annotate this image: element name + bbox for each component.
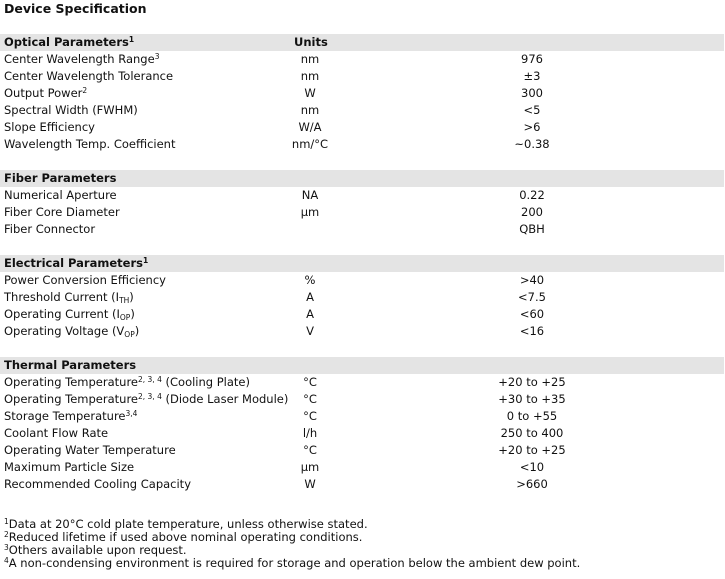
subscript: TH bbox=[119, 296, 130, 305]
unit-cell: °C bbox=[303, 409, 317, 423]
unit-cell: NA bbox=[301, 188, 319, 202]
fiber-parameters-section bbox=[0, 170, 724, 238]
footnote-text: Reduced lifetime if used above nominal operating conditions. bbox=[8, 530, 363, 544]
footnote-ref: 2, 3, 4 bbox=[138, 375, 162, 384]
table-row bbox=[0, 306, 724, 323]
value-cell: <5 bbox=[523, 103, 541, 117]
value-cell: ±3 bbox=[523, 69, 541, 83]
parameter-name bbox=[4, 119, 95, 136]
footnote bbox=[4, 557, 580, 570]
value-cell: <7.5 bbox=[518, 290, 546, 304]
section-title: Electrical Parameters bbox=[4, 256, 143, 270]
parameter-label: Center Wavelength Tolerance bbox=[4, 69, 174, 83]
value-cell: 976 bbox=[521, 52, 543, 66]
table-row bbox=[0, 476, 724, 493]
value-cell: 300 bbox=[521, 86, 543, 100]
footnote-number: 4 bbox=[4, 556, 9, 565]
table-row bbox=[0, 391, 724, 408]
footnote-text: Others available upon request. bbox=[8, 543, 187, 557]
optical-parameters-section bbox=[0, 34, 724, 153]
parameter-name bbox=[4, 102, 138, 119]
parameter-name bbox=[4, 459, 134, 476]
table-row bbox=[0, 51, 724, 68]
parameter-name bbox=[4, 204, 120, 221]
footnote-text: Data at 20°C cold plate temperature, unless otherwise stated. bbox=[8, 517, 368, 531]
value-cell: >40 bbox=[519, 273, 545, 287]
section-title: Thermal Parameters bbox=[4, 358, 137, 372]
parameter-label: Operating Temperature bbox=[4, 375, 138, 389]
footnote-number: 1 bbox=[4, 517, 9, 526]
value-cell: QBH bbox=[519, 222, 545, 236]
parameter-label: Operating Current (I bbox=[4, 307, 120, 321]
parameter-name bbox=[4, 442, 176, 459]
section-title: Optical Parameters bbox=[4, 35, 129, 49]
parameter-label: Output Power bbox=[4, 86, 83, 100]
parameter-label: Numerical Aperture bbox=[4, 188, 117, 202]
parameter-label: Fiber Core Diameter bbox=[4, 205, 120, 219]
section-header bbox=[0, 357, 724, 374]
unit-cell: nm bbox=[300, 69, 320, 83]
parameter-suffix: (Diode Laser Module) bbox=[161, 392, 289, 406]
parameter-name bbox=[4, 425, 108, 442]
table-row bbox=[0, 119, 724, 136]
parameter-label: Wavelength Temp. Coefficient bbox=[4, 137, 176, 151]
table-row bbox=[0, 459, 724, 476]
parameter-name bbox=[4, 272, 166, 289]
table-row bbox=[0, 102, 724, 119]
section-header bbox=[0, 255, 724, 272]
parameter-name bbox=[4, 136, 175, 153]
footnote-number: 2 bbox=[4, 530, 9, 539]
value-cell: <10 bbox=[519, 460, 545, 474]
parameter-label: Coolant Flow Rate bbox=[4, 426, 109, 440]
value-cell: 0 to +55 bbox=[506, 409, 558, 423]
parameter-name bbox=[4, 306, 135, 323]
footnote-ref: 3 bbox=[154, 52, 160, 61]
parameter-name bbox=[4, 85, 87, 102]
table-row bbox=[0, 408, 724, 425]
table-row bbox=[0, 374, 724, 391]
table-row bbox=[0, 442, 724, 459]
units-column-header: Units bbox=[294, 35, 328, 49]
unit-cell: nm bbox=[300, 103, 320, 117]
parameter-name bbox=[4, 221, 95, 238]
section-header bbox=[0, 170, 724, 187]
value-cell: <60 bbox=[519, 307, 545, 321]
footnote-text: A non-condensing environment is required for storage and operation below the ambient dew point. bbox=[8, 556, 581, 570]
unit-cell: A bbox=[306, 290, 314, 304]
parameter-label: Slope Efficiency bbox=[4, 120, 95, 134]
unit-cell: W/A bbox=[298, 120, 322, 134]
footnote-ref: 2, 3, 4 bbox=[138, 392, 162, 401]
unit-cell: nm/°C bbox=[291, 137, 329, 151]
value-cell: 0.22 bbox=[519, 188, 545, 202]
value-cell: ~0.38 bbox=[514, 137, 550, 151]
parameter-name bbox=[4, 68, 173, 85]
value-cell: <16 bbox=[519, 324, 545, 338]
parameter-name bbox=[4, 408, 137, 425]
subscript: OP bbox=[124, 330, 135, 339]
parameter-name bbox=[4, 289, 134, 306]
electrical-parameters-section bbox=[0, 255, 724, 340]
value-cell: 250 to 400 bbox=[500, 426, 564, 440]
unit-cell: V bbox=[306, 324, 314, 338]
thermal-parameters-section bbox=[0, 357, 724, 493]
footnote-number: 3 bbox=[4, 543, 9, 552]
parameter-label: Spectral Width (FWHM) bbox=[4, 103, 138, 117]
unit-cell: A bbox=[306, 307, 314, 321]
parameter-name bbox=[4, 476, 191, 493]
value-cell: >6 bbox=[523, 120, 541, 134]
parameter-label: Operating Voltage (V bbox=[4, 324, 125, 338]
parameter-label: Fiber Connector bbox=[4, 222, 96, 236]
footnote-ref: 1 bbox=[128, 35, 135, 44]
parameter-label: Storage Temperature bbox=[4, 409, 126, 423]
parameter-label: Threshold Current (I bbox=[4, 290, 120, 304]
parameter-name bbox=[4, 187, 117, 204]
footnote-ref: 1 bbox=[142, 256, 149, 265]
table-row bbox=[0, 136, 724, 153]
parameter-label: Power Conversion Efficiency bbox=[4, 273, 166, 287]
unit-cell: °C bbox=[303, 392, 317, 406]
parameter-label: Operating Temperature bbox=[4, 392, 138, 406]
table-row bbox=[0, 425, 724, 442]
table-row bbox=[0, 221, 724, 238]
section-header bbox=[0, 34, 724, 51]
table-row bbox=[0, 85, 724, 102]
parameter-suffix: ) bbox=[134, 324, 140, 338]
table-row bbox=[0, 323, 724, 340]
parameter-suffix: ) bbox=[130, 307, 135, 321]
value-cell: +30 to +35 bbox=[498, 392, 566, 406]
unit-cell: l/h bbox=[302, 426, 318, 440]
table-row bbox=[0, 289, 724, 306]
parameter-name bbox=[4, 323, 139, 340]
value-cell: 200 bbox=[521, 205, 543, 219]
table-row bbox=[0, 68, 724, 85]
footnotes bbox=[4, 518, 580, 570]
unit-cell: W bbox=[304, 86, 316, 100]
page-title: Device Specification bbox=[4, 1, 147, 16]
value-cell: +20 to +25 bbox=[498, 443, 566, 457]
parameter-suffix: ) bbox=[129, 290, 134, 304]
section-title: Fiber Parameters bbox=[4, 171, 117, 185]
parameter-label: Recommended Cooling Capacity bbox=[4, 477, 191, 491]
unit-cell: W bbox=[304, 477, 316, 491]
parameter-suffix: (Cooling Plate) bbox=[161, 375, 250, 389]
table-row bbox=[0, 187, 724, 204]
unit-cell: % bbox=[304, 273, 316, 287]
table-row bbox=[0, 272, 724, 289]
parameter-label: Center Wavelength Range bbox=[4, 52, 155, 66]
value-cell: +20 to +25 bbox=[498, 375, 566, 389]
subscript: OP bbox=[119, 313, 131, 322]
unit-cell: °C bbox=[303, 443, 317, 457]
value-cell: >660 bbox=[516, 477, 548, 491]
parameter-name bbox=[4, 374, 250, 391]
parameter-label: Operating Water Temperature bbox=[4, 443, 176, 457]
footnote-ref: 3,4 bbox=[125, 409, 138, 418]
table-row bbox=[0, 204, 724, 221]
unit-cell: µm bbox=[300, 460, 320, 474]
unit-cell: nm bbox=[300, 52, 320, 66]
parameter-label: Maximum Particle Size bbox=[4, 460, 135, 474]
parameter-name bbox=[4, 51, 159, 68]
unit-cell: µm bbox=[300, 205, 320, 219]
unit-cell: °C bbox=[303, 375, 317, 389]
footnote-ref: 2 bbox=[82, 86, 88, 95]
